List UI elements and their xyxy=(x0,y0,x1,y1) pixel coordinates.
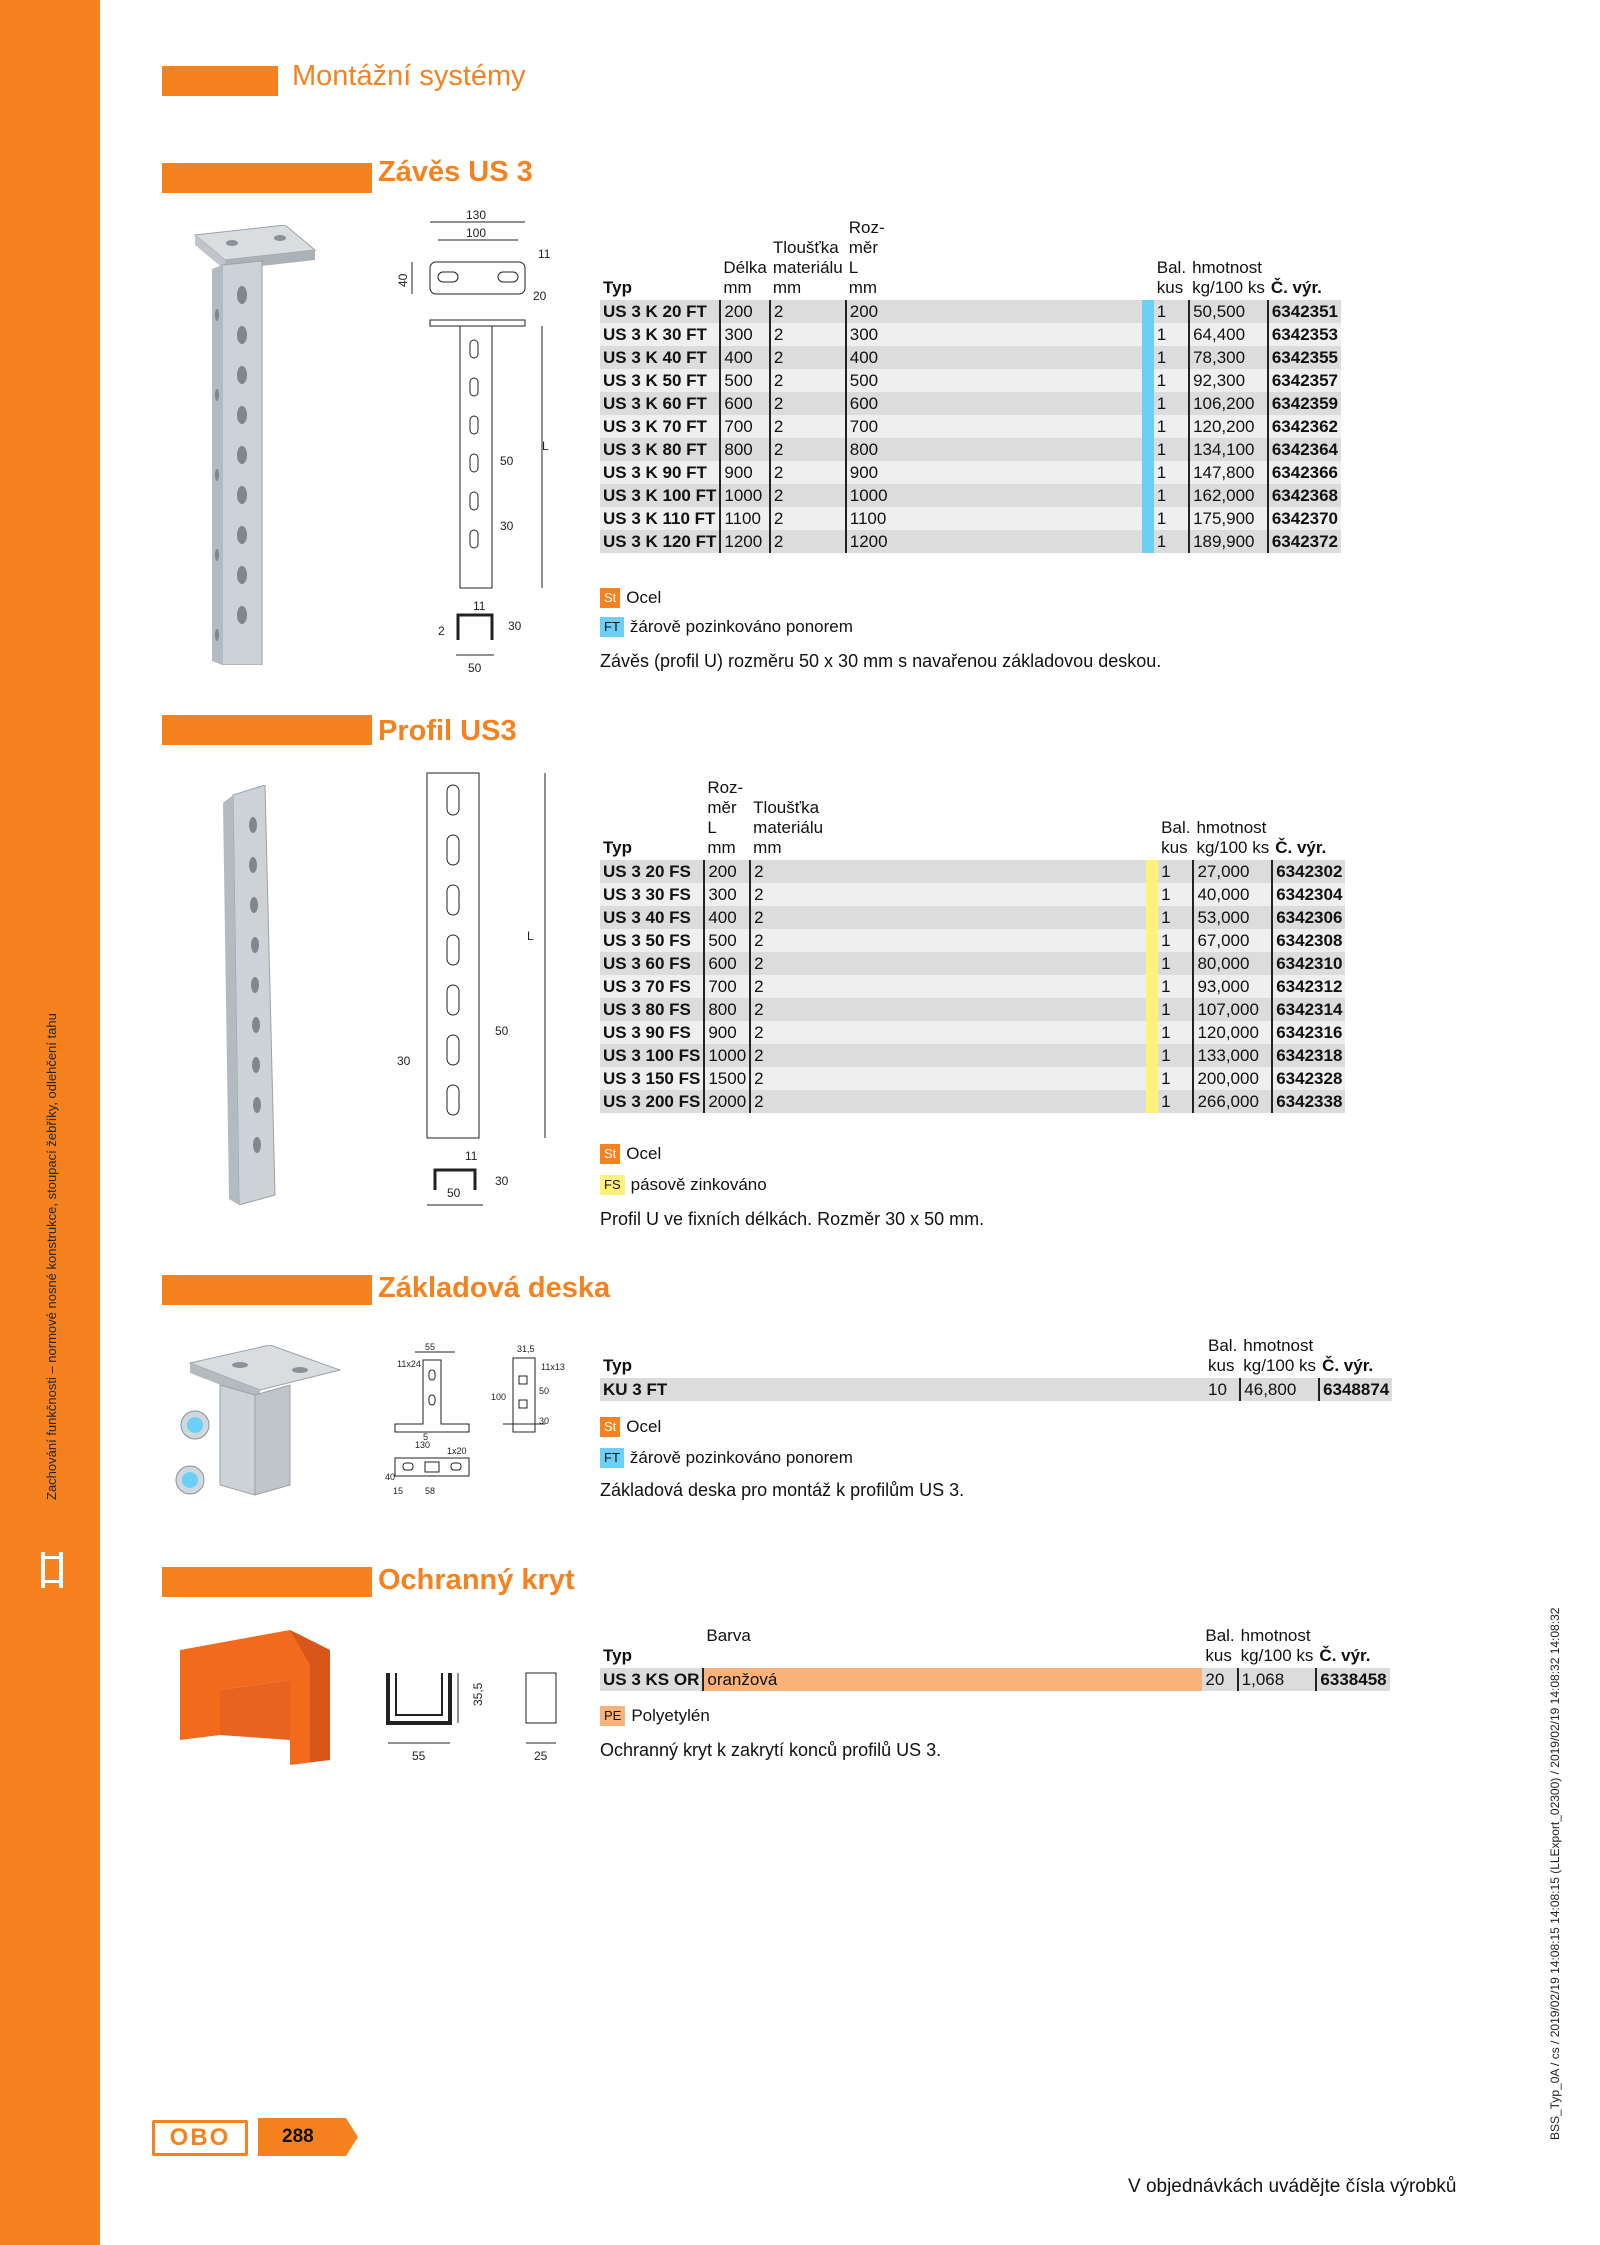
material-mark xyxy=(1142,323,1154,346)
table-row xyxy=(600,883,1345,906)
kryt-table xyxy=(600,1626,1390,1691)
cell-delka: 700 xyxy=(720,415,769,438)
dim-50: 50 xyxy=(495,1024,509,1038)
cell-bal: 1 xyxy=(1154,369,1189,392)
cell-tl: 2 xyxy=(770,369,846,392)
table-row xyxy=(600,929,1345,952)
cell-tl: 2 xyxy=(750,1067,1146,1090)
material-mark xyxy=(1142,415,1154,438)
cell-delka: 1000 xyxy=(720,484,769,507)
section-title-deska: Základová deska xyxy=(378,1272,611,1304)
cell-typ: US 3 K 40 FT xyxy=(600,346,720,369)
dim-5: 5 xyxy=(423,1432,429,1442)
cell-cv: 6342351 xyxy=(1268,300,1341,323)
material-mark xyxy=(1146,975,1158,998)
cell-typ: US 3 200 FS xyxy=(600,1090,704,1113)
table-row xyxy=(600,461,1341,484)
col-cislo: Č. výr. xyxy=(1322,1356,1374,1375)
material-mark xyxy=(1146,998,1158,1021)
cell-bal: 1 xyxy=(1154,530,1189,553)
material-mark xyxy=(1146,906,1158,929)
cell-cv: 6342338 xyxy=(1272,1090,1345,1113)
table-row xyxy=(600,323,1341,346)
cell-hm: 64,400 xyxy=(1189,323,1268,346)
cell-tl: 2 xyxy=(770,392,846,415)
kryt-legend-pe: PE Polyetylén xyxy=(600,1706,710,1726)
cell-cv: 6342328 xyxy=(1272,1067,1345,1090)
table-row xyxy=(600,952,1345,975)
cell-hm: 93,000 xyxy=(1193,975,1272,998)
cell-tl: 2 xyxy=(770,323,846,346)
cell-cv: 6342318 xyxy=(1272,1044,1345,1067)
table-row xyxy=(600,530,1341,553)
material-mark xyxy=(1146,1021,1158,1044)
cell-tl: 2 xyxy=(750,860,1146,883)
cell-tl: 2 xyxy=(750,998,1146,1021)
cell-typ: US 3 40 FS xyxy=(600,906,704,929)
cell-typ: US 3 50 FS xyxy=(600,929,704,952)
material-mark xyxy=(1142,346,1154,369)
dim-1x20: 1x20 xyxy=(447,1446,467,1456)
obo-logo xyxy=(152,2120,248,2156)
dim-L: L xyxy=(542,439,549,453)
cell-tl: 2 xyxy=(750,975,1146,998)
footer-note: V objednávkách uvádějte čísla výrobků xyxy=(1128,2176,1457,2197)
cell-typ: US 3 K 20 FT xyxy=(600,300,720,323)
dim-11x24: 11x24 xyxy=(397,1359,421,1369)
section-bar-us3 xyxy=(162,163,372,193)
cell-rozmer: 300 xyxy=(704,883,750,906)
col-cislo: Č. výr. xyxy=(1319,1646,1371,1665)
cell-hm: 162,000 xyxy=(1189,484,1268,507)
material-mark xyxy=(1146,883,1158,906)
material-mark xyxy=(1142,300,1154,323)
table-row xyxy=(600,484,1341,507)
cell-hm: 133,000 xyxy=(1193,1044,1272,1067)
cell-delka: 300 xyxy=(720,323,769,346)
cell-cv: 6342302 xyxy=(1272,860,1345,883)
page-title: Montážní systémy xyxy=(292,60,526,92)
material-mark xyxy=(1146,1044,1158,1067)
table-row xyxy=(600,1067,1345,1090)
cell-hm: 78,300 xyxy=(1189,346,1268,369)
material-mark xyxy=(1146,860,1158,883)
cell-rozmer: 700 xyxy=(704,975,750,998)
cell-hm: 134,100 xyxy=(1189,438,1268,461)
col-bal: Bal. kus xyxy=(1156,258,1187,297)
cell-rozmer: 1500 xyxy=(704,1067,750,1090)
us3-description: Závěs (profil U) rozměru 50 x 30 mm s navařenou základovou deskou. xyxy=(600,651,1162,671)
us3-table xyxy=(600,218,1341,553)
cell-tl: 2 xyxy=(770,461,846,484)
cell-bal: 1 xyxy=(1158,952,1193,975)
table-row xyxy=(600,1378,1392,1401)
cell-cv: 6342304 xyxy=(1272,883,1345,906)
cell-typ: US 3 150 FS xyxy=(600,1067,704,1090)
cell-tl: 2 xyxy=(770,415,846,438)
cell-cv: 6342366 xyxy=(1268,461,1341,484)
section-bar-kryt xyxy=(162,1567,372,1597)
dim-130: 130 xyxy=(415,1440,431,1450)
cell-delka: 800 xyxy=(720,438,769,461)
us3-legend-st: St Ocel xyxy=(600,588,661,608)
dim-58: 58 xyxy=(425,1486,436,1496)
table-row xyxy=(600,906,1345,929)
dim-55: 55 xyxy=(412,1749,426,1763)
col-hmotnost: hmotnost kg/100 ks xyxy=(1196,818,1270,857)
cell-cv: 6342355 xyxy=(1268,346,1341,369)
cell-typ: US 3 K 90 FT xyxy=(600,461,720,484)
table-row xyxy=(600,998,1345,1021)
cell-cv: 6348874 xyxy=(1319,1378,1392,1401)
cell-tl: 2 xyxy=(750,1021,1146,1044)
table-row xyxy=(600,369,1341,392)
cell-bal: 1 xyxy=(1154,300,1189,323)
cell-hm: 107,000 xyxy=(1193,998,1272,1021)
material-mark xyxy=(1142,484,1154,507)
dim-50b: 50 xyxy=(468,661,482,675)
dim-100: 100 xyxy=(466,226,487,240)
profil-technical-drawing xyxy=(395,765,555,1230)
col-typ: Typ xyxy=(603,278,632,297)
cell-hm: 147,800 xyxy=(1189,461,1268,484)
col-hmotnost: hmotnost kg/100 ks xyxy=(1240,1626,1314,1665)
col-typ: Typ xyxy=(603,1646,632,1665)
section-bar-profil xyxy=(162,715,372,745)
cell-hm: 189,900 xyxy=(1189,530,1268,553)
cell-typ: US 3 80 FS xyxy=(600,998,704,1021)
cell-cv: 6342359 xyxy=(1268,392,1341,415)
col-hmotnost: hmotnost kg/100 ks xyxy=(1243,1336,1317,1375)
profil-product-photo xyxy=(215,785,285,1210)
col-rozmer: Roz- měr L mm xyxy=(707,778,744,857)
cell-cv: 6342314 xyxy=(1272,998,1345,1021)
cell-rozmer: 500 xyxy=(704,929,750,952)
cell-typ: US 3 K 80 FT xyxy=(600,438,720,461)
cell-hm: 53,000 xyxy=(1193,906,1272,929)
dim-50: 50 xyxy=(500,454,514,468)
cell-typ: US 3 70 FS xyxy=(600,975,704,998)
cell-cv: 6342306 xyxy=(1272,906,1345,929)
cell-hm: 1,068 xyxy=(1238,1668,1317,1691)
cell-rozmer: 900 xyxy=(704,1021,750,1044)
cell-typ: US 3 K 70 FT xyxy=(600,415,720,438)
cell-typ: KU 3 FT xyxy=(600,1378,1193,1401)
table-row xyxy=(600,507,1341,530)
dim-15: 15 xyxy=(393,1486,404,1496)
dim-2: 2 xyxy=(438,624,445,638)
cell-typ: US 3 30 FS xyxy=(600,883,704,906)
material-mark xyxy=(1146,929,1158,952)
cell-rozmer: 1100 xyxy=(846,507,1142,530)
cell-delka: 1100 xyxy=(720,507,769,530)
cell-bal: 1 xyxy=(1158,1090,1193,1113)
cell-cv: 6342368 xyxy=(1268,484,1341,507)
cell-typ: US 3 K 110 FT xyxy=(600,507,720,530)
cell-cv: 6342316 xyxy=(1272,1021,1345,1044)
cell-typ: US 3 K 100 FT xyxy=(600,484,720,507)
cell-cv: 6342370 xyxy=(1268,507,1341,530)
dim-40: 40 xyxy=(385,1472,396,1482)
material-mark xyxy=(1142,438,1154,461)
table-row xyxy=(600,975,1345,998)
material-mark xyxy=(1142,507,1154,530)
cell-cv: 6342308 xyxy=(1272,929,1345,952)
cell-bal: 1 xyxy=(1154,323,1189,346)
cell-bal: 1 xyxy=(1154,461,1189,484)
cell-bal: 1 xyxy=(1154,484,1189,507)
profil-description: Profil U ve fixních délkách. Rozměr 30 x 50 mm. xyxy=(600,1209,985,1229)
cell-hm: 80,000 xyxy=(1193,952,1272,975)
cell-bal: 1 xyxy=(1158,860,1193,883)
dim-130: 130 xyxy=(466,210,487,222)
kryt-technical-drawing xyxy=(380,1668,570,1773)
deska-legend-st: St Ocel xyxy=(600,1417,661,1437)
cell-typ: US 3 K 30 FT xyxy=(600,323,720,346)
cell-rozmer: 400 xyxy=(846,346,1142,369)
cell-hm: 67,000 xyxy=(1193,929,1272,952)
cell-tl: 2 xyxy=(770,438,846,461)
cell-bal: 1 xyxy=(1154,346,1189,369)
col-tloustka: Tloušťka materiálu mm xyxy=(753,798,824,857)
cell-tl: 2 xyxy=(770,300,846,323)
material-mark xyxy=(1142,461,1154,484)
material-mark xyxy=(1190,1668,1202,1691)
profil-legend-fs: FS pásově zinkováno xyxy=(600,1175,767,1195)
dim-30: 30 xyxy=(500,519,514,533)
dim-355: 35,5 xyxy=(471,1682,485,1706)
dim-40: 40 xyxy=(396,273,410,287)
cell-bal: 1 xyxy=(1154,507,1189,530)
cell-rozmer: 800 xyxy=(704,998,750,1021)
cell-tl: 2 xyxy=(750,883,1146,906)
cell-cv: 6342364 xyxy=(1268,438,1341,461)
dim-L: L xyxy=(527,929,534,943)
cell-hm: 92,300 xyxy=(1189,369,1268,392)
dim-30: 30 xyxy=(397,1054,411,1068)
table-row xyxy=(600,438,1341,461)
kryt-description: Ochranný kryt k zakrytí konců profilů US 3. xyxy=(600,1740,942,1760)
dim-11a: 11 xyxy=(538,247,551,261)
deska-technical-drawing xyxy=(385,1340,565,1515)
table-row xyxy=(600,392,1341,415)
cell-rozmer: 200 xyxy=(846,300,1142,323)
cell-bal: 1 xyxy=(1158,975,1193,998)
dim-50: 50 xyxy=(539,1386,550,1396)
cell-delka: 400 xyxy=(720,346,769,369)
us3-legend-ft: FT žárově pozinkováno ponorem xyxy=(600,617,853,637)
col-rozmer: Roz- měr L mm xyxy=(848,218,885,297)
cell-rozmer: 200 xyxy=(704,860,750,883)
dim-55: 55 xyxy=(425,1342,436,1352)
cell-tl: 2 xyxy=(750,1090,1146,1113)
dim-50b: 50 xyxy=(447,1186,461,1200)
cell-cv: 6342310 xyxy=(1272,952,1345,975)
cell-delka: 1200 xyxy=(720,530,769,553)
cell-rozmer: 600 xyxy=(846,392,1142,415)
deska-legend-ft: FT žárově pozinkováno ponorem xyxy=(600,1448,853,1468)
cell-tl: 2 xyxy=(750,929,1146,952)
cell-delka: 900 xyxy=(720,461,769,484)
dim-30b: 30 xyxy=(508,619,522,633)
cell-bal: 1 xyxy=(1158,1044,1193,1067)
dim-100: 100 xyxy=(491,1392,507,1402)
cell-tl: 2 xyxy=(770,346,846,369)
col-bal: Bal. kus xyxy=(1161,818,1191,857)
material-mark xyxy=(1146,1090,1158,1113)
col-bal: Bal. kus xyxy=(1208,1336,1238,1375)
cell-barva: oranžová xyxy=(703,1668,1190,1691)
cell-delka: 500 xyxy=(720,369,769,392)
cell-rozmer: 700 xyxy=(846,415,1142,438)
cell-cv: 6338458 xyxy=(1316,1668,1389,1691)
cell-typ: US 3 20 FS xyxy=(600,860,704,883)
cell-cv: 6342362 xyxy=(1268,415,1341,438)
cell-typ: US 3 K 120 FT xyxy=(600,530,720,553)
deska-description: Základová deska pro montáž k profilům US 3. xyxy=(600,1480,965,1500)
cell-hm: 120,200 xyxy=(1189,415,1268,438)
cell-tl: 2 xyxy=(750,906,1146,929)
cell-hm: 200,000 xyxy=(1193,1067,1272,1090)
section-bar-deska xyxy=(162,1275,372,1305)
material-mark xyxy=(1142,392,1154,415)
cell-delka: 600 xyxy=(720,392,769,415)
cell-typ: US 3 KS OR xyxy=(600,1668,703,1691)
us3-technical-drawing xyxy=(390,210,570,685)
table-row xyxy=(600,1090,1345,1113)
page-number: 288 xyxy=(282,2126,314,2147)
material-mark xyxy=(1142,369,1154,392)
cell-bal: 1 xyxy=(1158,929,1193,952)
col-hmotnost: hmotnost kg/100 ks xyxy=(1192,258,1265,297)
dim-30b: 30 xyxy=(495,1174,509,1188)
deska-table xyxy=(600,1336,1392,1401)
col-typ: Typ xyxy=(603,838,632,857)
cell-bal: 1 xyxy=(1154,415,1189,438)
dim-25: 25 xyxy=(534,1749,548,1763)
col-cislo: Č. výr. xyxy=(1270,278,1322,297)
section-title-us3: Závěs US 3 xyxy=(378,156,533,188)
section-title-profil: Profil US3 xyxy=(378,715,517,747)
section-title-kryt: Ochranný kryt xyxy=(378,1564,575,1596)
kryt-product-photo xyxy=(170,1620,350,1775)
obo-logo-text: OBO xyxy=(169,2124,231,2151)
cell-rozmer: 400 xyxy=(704,906,750,929)
table-row xyxy=(600,1668,1390,1691)
cell-bal: 10 xyxy=(1205,1378,1240,1401)
col-typ: Typ xyxy=(603,1356,632,1375)
print-metadata: BSS_Typ_0A / cs / 2019/02/19 14:08:15 14:08:15 (LLExport_02300) / 2019/02/19 14:08:32 14:08:32 xyxy=(1548,1607,1562,2140)
cell-tl: 2 xyxy=(770,507,846,530)
table-row xyxy=(600,1044,1345,1067)
col-barva: Barva xyxy=(706,1626,751,1645)
dim-11x13: 11x13 xyxy=(541,1362,565,1372)
cell-bal: 1 xyxy=(1158,906,1193,929)
ladder-icon xyxy=(37,1550,67,1590)
table-row xyxy=(600,300,1341,323)
cell-bal: 1 xyxy=(1158,1021,1193,1044)
cell-rozmer: 1000 xyxy=(704,1044,750,1067)
cell-bal: 1 xyxy=(1158,883,1193,906)
cell-rozmer: 1200 xyxy=(846,530,1142,553)
sidebar-vertical-text: Zachování funkčnosti – normové nosné konstrukce, stoupací žebříky, odlehčení tahu xyxy=(44,1013,59,1500)
cell-cv: 6342372 xyxy=(1268,530,1341,553)
cell-rozmer: 800 xyxy=(846,438,1142,461)
cell-rozmer: 600 xyxy=(704,952,750,975)
table-row xyxy=(600,346,1341,369)
col-delka: Délka mm xyxy=(723,258,767,297)
col-tloustka: Tloušťka materiálu mm xyxy=(772,238,843,297)
cell-hm: 27,000 xyxy=(1193,860,1272,883)
cell-cv: 6342312 xyxy=(1272,975,1345,998)
dim-315: 31,5 xyxy=(517,1344,535,1354)
cell-delka: 200 xyxy=(720,300,769,323)
cell-tl: 2 xyxy=(770,530,846,553)
col-bal: Bal. kus xyxy=(1205,1626,1235,1665)
material-mark xyxy=(1142,530,1154,553)
dim-30: 30 xyxy=(539,1416,550,1426)
material-mark xyxy=(1146,1067,1158,1090)
cell-typ: US 3 K 60 FT xyxy=(600,392,720,415)
cell-typ: US 3 100 FS xyxy=(600,1044,704,1067)
cell-hm: 46,800 xyxy=(1240,1378,1319,1401)
cell-bal: 1 xyxy=(1158,998,1193,1021)
cell-typ: US 3 90 FS xyxy=(600,1021,704,1044)
header-bar xyxy=(162,66,278,96)
table-row xyxy=(600,415,1341,438)
cell-tl: 2 xyxy=(750,1044,1146,1067)
col-cislo: Č. výr. xyxy=(1275,838,1327,857)
material-mark xyxy=(1193,1378,1205,1401)
cell-bal: 1 xyxy=(1154,438,1189,461)
cell-rozmer: 2000 xyxy=(704,1090,750,1113)
cell-rozmer: 900 xyxy=(846,461,1142,484)
cell-tl: 2 xyxy=(770,484,846,507)
profil-legend-st: St Ocel xyxy=(600,1144,661,1164)
cell-hm: 40,000 xyxy=(1193,883,1272,906)
cell-hm: 175,900 xyxy=(1189,507,1268,530)
cell-typ: US 3 K 50 FT xyxy=(600,369,720,392)
profil-table xyxy=(600,778,1345,1113)
cell-rozmer: 1000 xyxy=(846,484,1142,507)
cell-hm: 50,500 xyxy=(1189,300,1268,323)
cell-bal: 1 xyxy=(1154,392,1189,415)
cell-rozmer: 300 xyxy=(846,323,1142,346)
cell-hm: 120,000 xyxy=(1193,1021,1272,1044)
deska-product-photo xyxy=(160,1345,350,1510)
material-mark xyxy=(1146,952,1158,975)
dim-11: 11 xyxy=(465,1149,478,1163)
dim-11b: 11 xyxy=(473,599,486,613)
table-row xyxy=(600,860,1345,883)
cell-cv: 6342357 xyxy=(1268,369,1341,392)
cell-cv: 6342353 xyxy=(1268,323,1341,346)
cell-tl: 2 xyxy=(750,952,1146,975)
cell-bal: 1 xyxy=(1158,1067,1193,1090)
cell-bal: 20 xyxy=(1202,1668,1237,1691)
cell-hm: 266,000 xyxy=(1193,1090,1272,1113)
cell-typ: US 3 60 FS xyxy=(600,952,704,975)
table-row xyxy=(600,1021,1345,1044)
cell-hm: 106,200 xyxy=(1189,392,1268,415)
cell-rozmer: 500 xyxy=(846,369,1142,392)
dim-20: 20 xyxy=(533,289,547,303)
us3-product-photo xyxy=(190,225,320,670)
